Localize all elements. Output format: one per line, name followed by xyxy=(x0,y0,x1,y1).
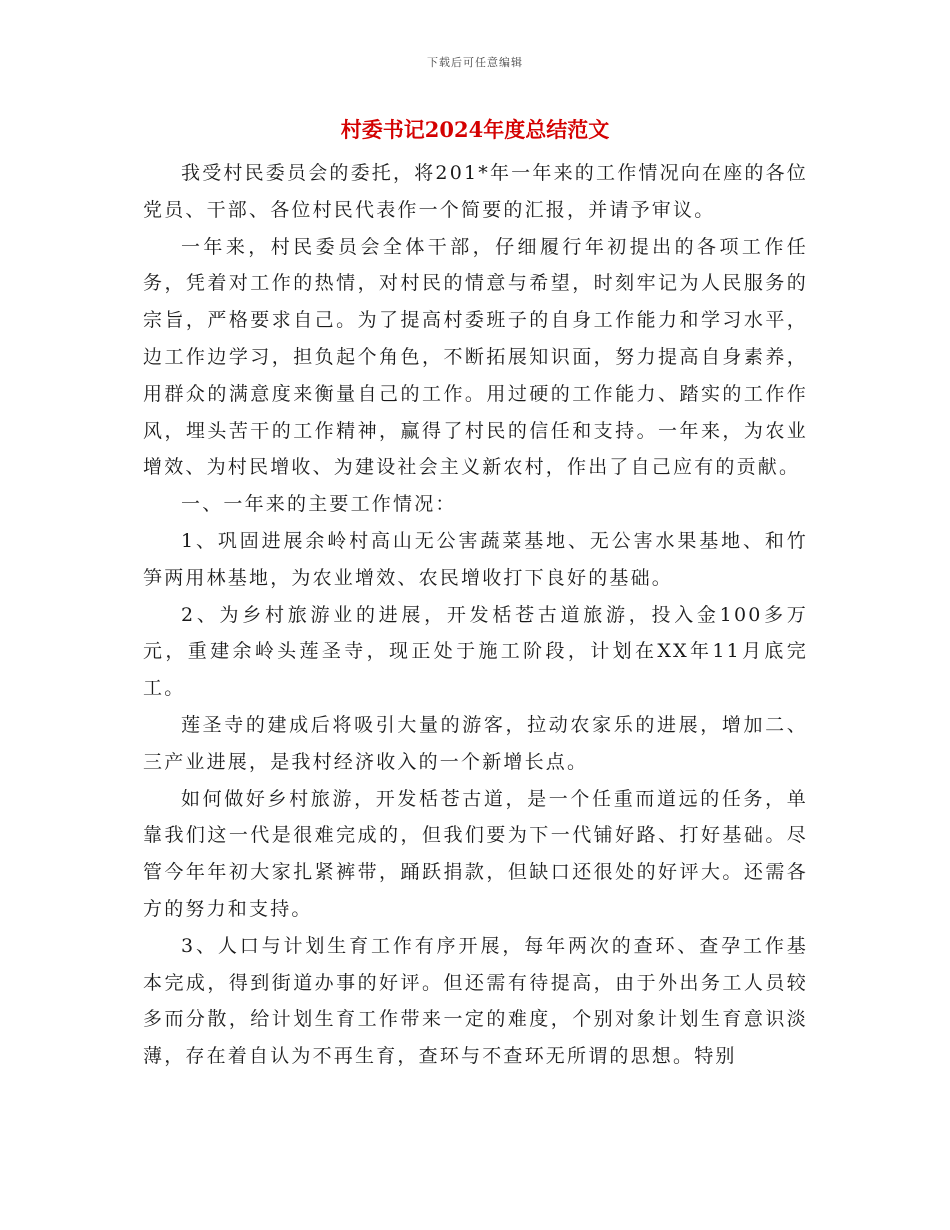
paragraph-temple: 莲圣寺的建成后将吸引大量的游客，拉动农家乐的进展，增加二、三产业进展，是我村经济收入的一个新增长点。 xyxy=(143,713,808,773)
paragraph-item-3: 3、人口与计划生育工作有序开展，每年两次的查环、查孕工作基本完成，得到街道办事的好评。但还需有待提高，由于外出务工人员较多而分散，给计划生育工作带来一定的难度，个别对象计划生育意识淡薄，存在着自认为不再生育，查环与不查环无所谓的思想。特别 xyxy=(143,934,808,1068)
page-header-note: 下载后可任意编辑 xyxy=(427,56,523,69)
document-title: 村委书记2024年度总结范文 xyxy=(340,117,610,142)
paragraph-item-2: 2、为乡村旅游业的进展，开发栝苍古道旅游，投入金100多万元，重建余岭头莲圣寺，现正处于施工阶段，计划在XX年11月底完工。 xyxy=(143,603,808,700)
document-body xyxy=(143,155,808,1075)
paragraph-tourism: 如何做好乡村旅游，开发栝苍古道，是一个任重而道远的任务，单靠我们这一代是很难完成的，但我们要为下一代铺好路、打好基础。尽管今年年初大家扎紧裤带，踊跃捐款，但缺口还很处的好评大。还需各方的努力和支持。 xyxy=(143,787,808,920)
paragraph-item-1: 1、巩固进展余岭村高山无公害蔬菜基地、无公害水果基地、和竹笋两用林基地，为农业增效、农民增收打下良好的基础。 xyxy=(143,529,808,589)
paragraph-overview: 一年来，村民委员会全体干部，仔细履行年初提出的各项工作任务，凭着对工作的热情，对村民的情意与希望，时刻牢记为人民服务的宗旨，严格要求自己。为了提高村委班子的自身工作能力和学习水平，边工作边学习，担负起个角色，不断拓展知识面，努力提高自身素养，用群众的满意度来衡量自己的工作。用过硬的工作能力、踏实的工作作风，埋头苦干的工作精神，赢得了村民的信任和支持。一年来，为农业增效、为村民增收、为建设社会主义新农村，作出了自己应有的贡献。 xyxy=(143,235,808,479)
section-heading-main-work: 一、一年来的主要工作情况： xyxy=(181,493,457,516)
paragraph-intro: 我受村民委员会的委托，将201*年一年来的工作情况向在座的各位党员、干部、各位村民代表作一个简要的汇报，并请予审议。 xyxy=(143,162,808,221)
